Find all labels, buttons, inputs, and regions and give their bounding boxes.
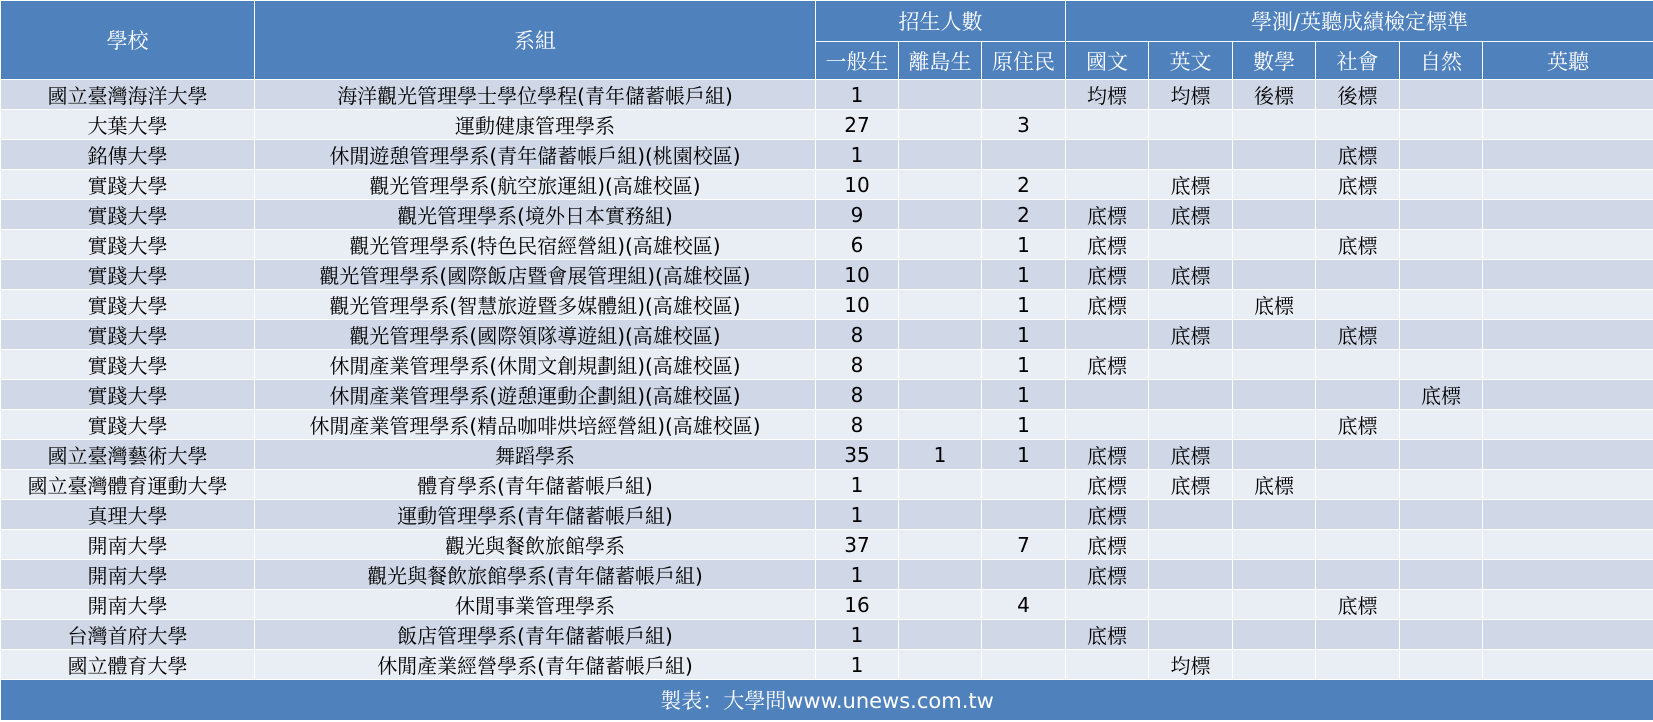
cell-general: 10: [816, 290, 899, 320]
cell-general: 8: [816, 380, 899, 410]
cell-english: [1149, 530, 1233, 560]
cell-social: [1316, 290, 1400, 320]
table-header: [1, 1, 1653, 80]
header-social: 社會: [1316, 42, 1400, 80]
cell-english: [1149, 350, 1233, 380]
cell-dept: 休閒遊憩管理學系(青年儲蓄帳戶組)(桃園校區): [255, 140, 816, 170]
cell-island: [899, 260, 982, 290]
cell-english: [1149, 410, 1233, 440]
cell-math: [1233, 170, 1316, 200]
cell-indigenous: [982, 140, 1066, 170]
cell-listening: [1483, 380, 1653, 410]
table-row: [1, 620, 1653, 650]
cell-social: [1316, 650, 1400, 680]
table-row: [1, 650, 1653, 680]
cell-chinese: [1066, 110, 1149, 140]
cell-math: [1233, 650, 1316, 680]
cell-school: 開南大學: [1, 560, 255, 590]
cell-science: [1400, 560, 1483, 590]
cell-english: [1149, 140, 1233, 170]
cell-general: 27: [816, 110, 899, 140]
cell-english: 底標: [1149, 200, 1233, 230]
cell-science: [1400, 620, 1483, 650]
cell-dept: 運動管理學系(青年儲蓄帳戶組): [255, 500, 816, 530]
cell-english: [1149, 500, 1233, 530]
cell-dept: 觀光管理學系(航空旅運組)(高雄校區): [255, 170, 816, 200]
cell-indigenous: [982, 80, 1066, 110]
table-row: [1, 260, 1653, 290]
table-row: [1, 290, 1653, 320]
cell-school: 銘傳大學: [1, 140, 255, 170]
cell-english: 底標: [1149, 470, 1233, 500]
table-row: [1, 440, 1653, 470]
cell-science: [1400, 230, 1483, 260]
cell-indigenous: [982, 470, 1066, 500]
cell-science: [1400, 470, 1483, 500]
cell-island: 1: [899, 440, 982, 470]
table-row: [1, 380, 1653, 410]
cell-social: [1316, 500, 1400, 530]
cell-indigenous: 1: [982, 410, 1066, 440]
cell-island: [899, 110, 982, 140]
table-row: [1, 560, 1653, 590]
cell-listening: [1483, 230, 1653, 260]
cell-indigenous: 1: [982, 260, 1066, 290]
cell-school: 台灣首府大學: [1, 620, 255, 650]
table-row: [1, 320, 1653, 350]
cell-general: 8: [816, 320, 899, 350]
cell-dept: 舞蹈學系: [255, 440, 816, 470]
table-row: [1, 410, 1653, 440]
cell-science: [1400, 530, 1483, 560]
cell-social: [1316, 440, 1400, 470]
cell-indigenous: [982, 650, 1066, 680]
cell-island: [899, 200, 982, 230]
cell-social: [1316, 560, 1400, 590]
table-row: [1, 230, 1653, 260]
cell-general: 8: [816, 410, 899, 440]
cell-indigenous: 1: [982, 290, 1066, 320]
cell-indigenous: [982, 620, 1066, 650]
table-body: [1, 80, 1653, 680]
cell-science: [1400, 290, 1483, 320]
cell-general: 6: [816, 230, 899, 260]
footer-credit: 製表：大學問www.unews.com.tw: [1, 680, 1653, 721]
cell-science: [1400, 110, 1483, 140]
cell-english: 底標: [1149, 170, 1233, 200]
cell-science: [1400, 140, 1483, 170]
cell-general: 1: [816, 620, 899, 650]
cell-island: [899, 170, 982, 200]
header-island: 離島生: [899, 42, 982, 80]
cell-island: [899, 320, 982, 350]
cell-general: 16: [816, 590, 899, 620]
cell-social: 底標: [1316, 140, 1400, 170]
cell-general: 1: [816, 650, 899, 680]
header-english: 英文: [1149, 42, 1233, 80]
cell-chinese: 底標: [1066, 470, 1149, 500]
cell-math: [1233, 530, 1316, 560]
cell-indigenous: 7: [982, 530, 1066, 560]
table-row: [1, 170, 1653, 200]
cell-english: [1149, 290, 1233, 320]
cell-english: 均標: [1149, 650, 1233, 680]
cell-science: [1400, 440, 1483, 470]
cell-general: 1: [816, 560, 899, 590]
cell-general: 8: [816, 350, 899, 380]
cell-math: [1233, 350, 1316, 380]
cell-social: 底標: [1316, 170, 1400, 200]
cell-general: 9: [816, 200, 899, 230]
cell-island: [899, 650, 982, 680]
cell-science: [1400, 350, 1483, 380]
cell-math: [1233, 590, 1316, 620]
cell-english: 底標: [1149, 260, 1233, 290]
cell-chinese: 底標: [1066, 200, 1149, 230]
cell-chinese: [1066, 140, 1149, 170]
cell-indigenous: 1: [982, 380, 1066, 410]
cell-dept: 觀光與餐飲旅館學系: [255, 530, 816, 560]
cell-chinese: [1066, 380, 1149, 410]
cell-dept: 休閒產業管理學系(遊憩運動企劃組)(高雄校區): [255, 380, 816, 410]
cell-chinese: 底標: [1066, 260, 1149, 290]
cell-listening: [1483, 170, 1653, 200]
header-science: 自然: [1400, 42, 1483, 80]
cell-social: 後標: [1316, 80, 1400, 110]
cell-chinese: 底標: [1066, 290, 1149, 320]
cell-school: 實踐大學: [1, 230, 255, 260]
cell-math: [1233, 560, 1316, 590]
cell-dept: 觀光管理學系(國際領隊導遊組)(高雄校區): [255, 320, 816, 350]
cell-math: [1233, 110, 1316, 140]
cell-chinese: 底標: [1066, 620, 1149, 650]
cell-indigenous: 1: [982, 350, 1066, 380]
cell-indigenous: 1: [982, 440, 1066, 470]
cell-dept: 運動健康管理學系: [255, 110, 816, 140]
cell-general: 10: [816, 170, 899, 200]
cell-math: [1233, 410, 1316, 440]
cell-island: [899, 620, 982, 650]
cell-general: 1: [816, 500, 899, 530]
header-listening: 英聽: [1483, 42, 1653, 80]
cell-listening: [1483, 590, 1653, 620]
cell-listening: [1483, 290, 1653, 320]
cell-general: 1: [816, 140, 899, 170]
cell-english: [1149, 380, 1233, 410]
cell-english: [1149, 230, 1233, 260]
cell-general: 37: [816, 530, 899, 560]
cell-social: 底標: [1316, 590, 1400, 620]
cell-island: [899, 410, 982, 440]
cell-school: 國立臺灣海洋大學: [1, 80, 255, 110]
cell-dept: 觀光與餐飲旅館學系(青年儲蓄帳戶組): [255, 560, 816, 590]
cell-island: [899, 350, 982, 380]
cell-social: 底標: [1316, 230, 1400, 260]
cell-science: [1400, 260, 1483, 290]
cell-indigenous: 2: [982, 200, 1066, 230]
cell-science: [1400, 320, 1483, 350]
cell-indigenous: [982, 500, 1066, 530]
cell-math: 底標: [1233, 470, 1316, 500]
cell-social: [1316, 470, 1400, 500]
cell-math: [1233, 620, 1316, 650]
cell-english: 底標: [1149, 320, 1233, 350]
cell-school: 實踐大學: [1, 320, 255, 350]
cell-science: [1400, 650, 1483, 680]
cell-science: [1400, 500, 1483, 530]
table-row: [1, 140, 1653, 170]
cell-math: [1233, 230, 1316, 260]
cell-dept: 觀光管理學系(境外日本實務組): [255, 200, 816, 230]
cell-school: 實踐大學: [1, 410, 255, 440]
cell-english: 均標: [1149, 80, 1233, 110]
cell-chinese: [1066, 410, 1149, 440]
cell-indigenous: 1: [982, 320, 1066, 350]
table-row: [1, 470, 1653, 500]
cell-math: [1233, 140, 1316, 170]
cell-chinese: 均標: [1066, 80, 1149, 110]
cell-listening: [1483, 410, 1653, 440]
cell-school: 國立體育大學: [1, 650, 255, 680]
cell-dept: 休閒事業管理學系: [255, 590, 816, 620]
cell-school: 實踐大學: [1, 260, 255, 290]
header-math: 數學: [1233, 42, 1316, 80]
cell-chinese: 底標: [1066, 530, 1149, 560]
cell-listening: [1483, 650, 1653, 680]
cell-science: [1400, 80, 1483, 110]
cell-chinese: [1066, 650, 1149, 680]
cell-island: [899, 380, 982, 410]
cell-social: 底標: [1316, 410, 1400, 440]
cell-listening: [1483, 500, 1653, 530]
cell-social: 底標: [1316, 320, 1400, 350]
cell-english: 底標: [1149, 440, 1233, 470]
cell-school: 國立臺灣體育運動大學: [1, 470, 255, 500]
header-quota-group: 招生人數: [816, 1, 1066, 42]
cell-school: 實踐大學: [1, 290, 255, 320]
cell-island: [899, 290, 982, 320]
cell-chinese: 底標: [1066, 560, 1149, 590]
cell-dept: 體育學系(青年儲蓄帳戶組): [255, 470, 816, 500]
cell-general: 10: [816, 260, 899, 290]
cell-school: 開南大學: [1, 530, 255, 560]
cell-island: [899, 500, 982, 530]
cell-science: [1400, 170, 1483, 200]
cell-social: [1316, 200, 1400, 230]
cell-social: [1316, 380, 1400, 410]
cell-island: [899, 140, 982, 170]
cell-math: [1233, 380, 1316, 410]
cell-chinese: [1066, 170, 1149, 200]
cell-listening: [1483, 80, 1653, 110]
cell-school: 實踐大學: [1, 350, 255, 380]
cell-listening: [1483, 530, 1653, 560]
table-row: [1, 590, 1653, 620]
cell-math: [1233, 320, 1316, 350]
cell-chinese: [1066, 590, 1149, 620]
cell-dept: 飯店管理學系(青年儲蓄帳戶組): [255, 620, 816, 650]
cell-listening: [1483, 320, 1653, 350]
cell-social: [1316, 350, 1400, 380]
cell-listening: [1483, 470, 1653, 500]
cell-school: 實踐大學: [1, 170, 255, 200]
cell-chinese: 底標: [1066, 230, 1149, 260]
cell-island: [899, 470, 982, 500]
cell-indigenous: 2: [982, 170, 1066, 200]
cell-listening: [1483, 140, 1653, 170]
table-row: [1, 530, 1653, 560]
cell-school: 實踐大學: [1, 380, 255, 410]
cell-math: [1233, 500, 1316, 530]
cell-dept: 觀光管理學系(國際飯店暨會展管理組)(高雄校區): [255, 260, 816, 290]
header-school: 學校: [1, 1, 255, 80]
header-indigenous: 原住民: [982, 42, 1066, 80]
cell-school: 國立臺灣藝術大學: [1, 440, 255, 470]
cell-dept: 海洋觀光管理學士學位學程(青年儲蓄帳戶組): [255, 80, 816, 110]
cell-dept: 觀光管理學系(特色民宿經營組)(高雄校區): [255, 230, 816, 260]
cell-listening: [1483, 200, 1653, 230]
cell-indigenous: 3: [982, 110, 1066, 140]
cell-listening: [1483, 440, 1653, 470]
cell-general: 35: [816, 440, 899, 470]
cell-english: [1149, 590, 1233, 620]
cell-chinese: 底標: [1066, 440, 1149, 470]
cell-island: [899, 80, 982, 110]
cell-science: 底標: [1400, 380, 1483, 410]
cell-english: [1149, 110, 1233, 140]
cell-indigenous: [982, 560, 1066, 590]
cell-social: [1316, 110, 1400, 140]
cell-math: [1233, 260, 1316, 290]
cell-listening: [1483, 350, 1653, 380]
cell-science: [1400, 200, 1483, 230]
cell-listening: [1483, 620, 1653, 650]
cell-social: [1316, 620, 1400, 650]
cell-dept: 觀光管理學系(智慧旅遊暨多媒體組)(高雄校區): [255, 290, 816, 320]
cell-english: [1149, 620, 1233, 650]
cell-social: [1316, 530, 1400, 560]
table-row: [1, 200, 1653, 230]
cell-general: 1: [816, 470, 899, 500]
cell-indigenous: 1: [982, 230, 1066, 260]
cell-chinese: 底標: [1066, 500, 1149, 530]
cell-math: [1233, 440, 1316, 470]
header-general: 一般生: [816, 42, 899, 80]
table-row: [1, 500, 1653, 530]
cell-island: [899, 590, 982, 620]
cell-dept: 休閒產業管理學系(休閒文創規劃組)(高雄校區): [255, 350, 816, 380]
cell-listening: [1483, 110, 1653, 140]
cell-social: [1316, 260, 1400, 290]
cell-chinese: [1066, 320, 1149, 350]
cell-dept: 休閒產業管理學系(精品咖啡烘培經營組)(高雄校區): [255, 410, 816, 440]
cell-english: [1149, 560, 1233, 590]
cell-school: 實踐大學: [1, 200, 255, 230]
cell-island: [899, 560, 982, 590]
cell-science: [1400, 590, 1483, 620]
header-standard-group: 學測/英聽成績檢定標準: [1066, 1, 1653, 42]
cell-science: [1400, 410, 1483, 440]
cell-listening: [1483, 560, 1653, 590]
cell-indigenous: 4: [982, 590, 1066, 620]
cell-chinese: 底標: [1066, 350, 1149, 380]
cell-math: [1233, 200, 1316, 230]
table-row: [1, 80, 1653, 110]
header-chinese: 國文: [1066, 42, 1149, 80]
cell-school: 真理大學: [1, 500, 255, 530]
table-row: [1, 110, 1653, 140]
cell-dept: 休閒產業經營學系(青年儲蓄帳戶組): [255, 650, 816, 680]
cell-island: [899, 230, 982, 260]
header-dept: 系組: [255, 1, 816, 80]
cell-general: 1: [816, 80, 899, 110]
cell-island: [899, 530, 982, 560]
cell-math: 後標: [1233, 80, 1316, 110]
cell-school: 大葉大學: [1, 110, 255, 140]
cell-school: 開南大學: [1, 590, 255, 620]
cell-math: 底標: [1233, 290, 1316, 320]
cell-listening: [1483, 260, 1653, 290]
table-row: [1, 350, 1653, 380]
